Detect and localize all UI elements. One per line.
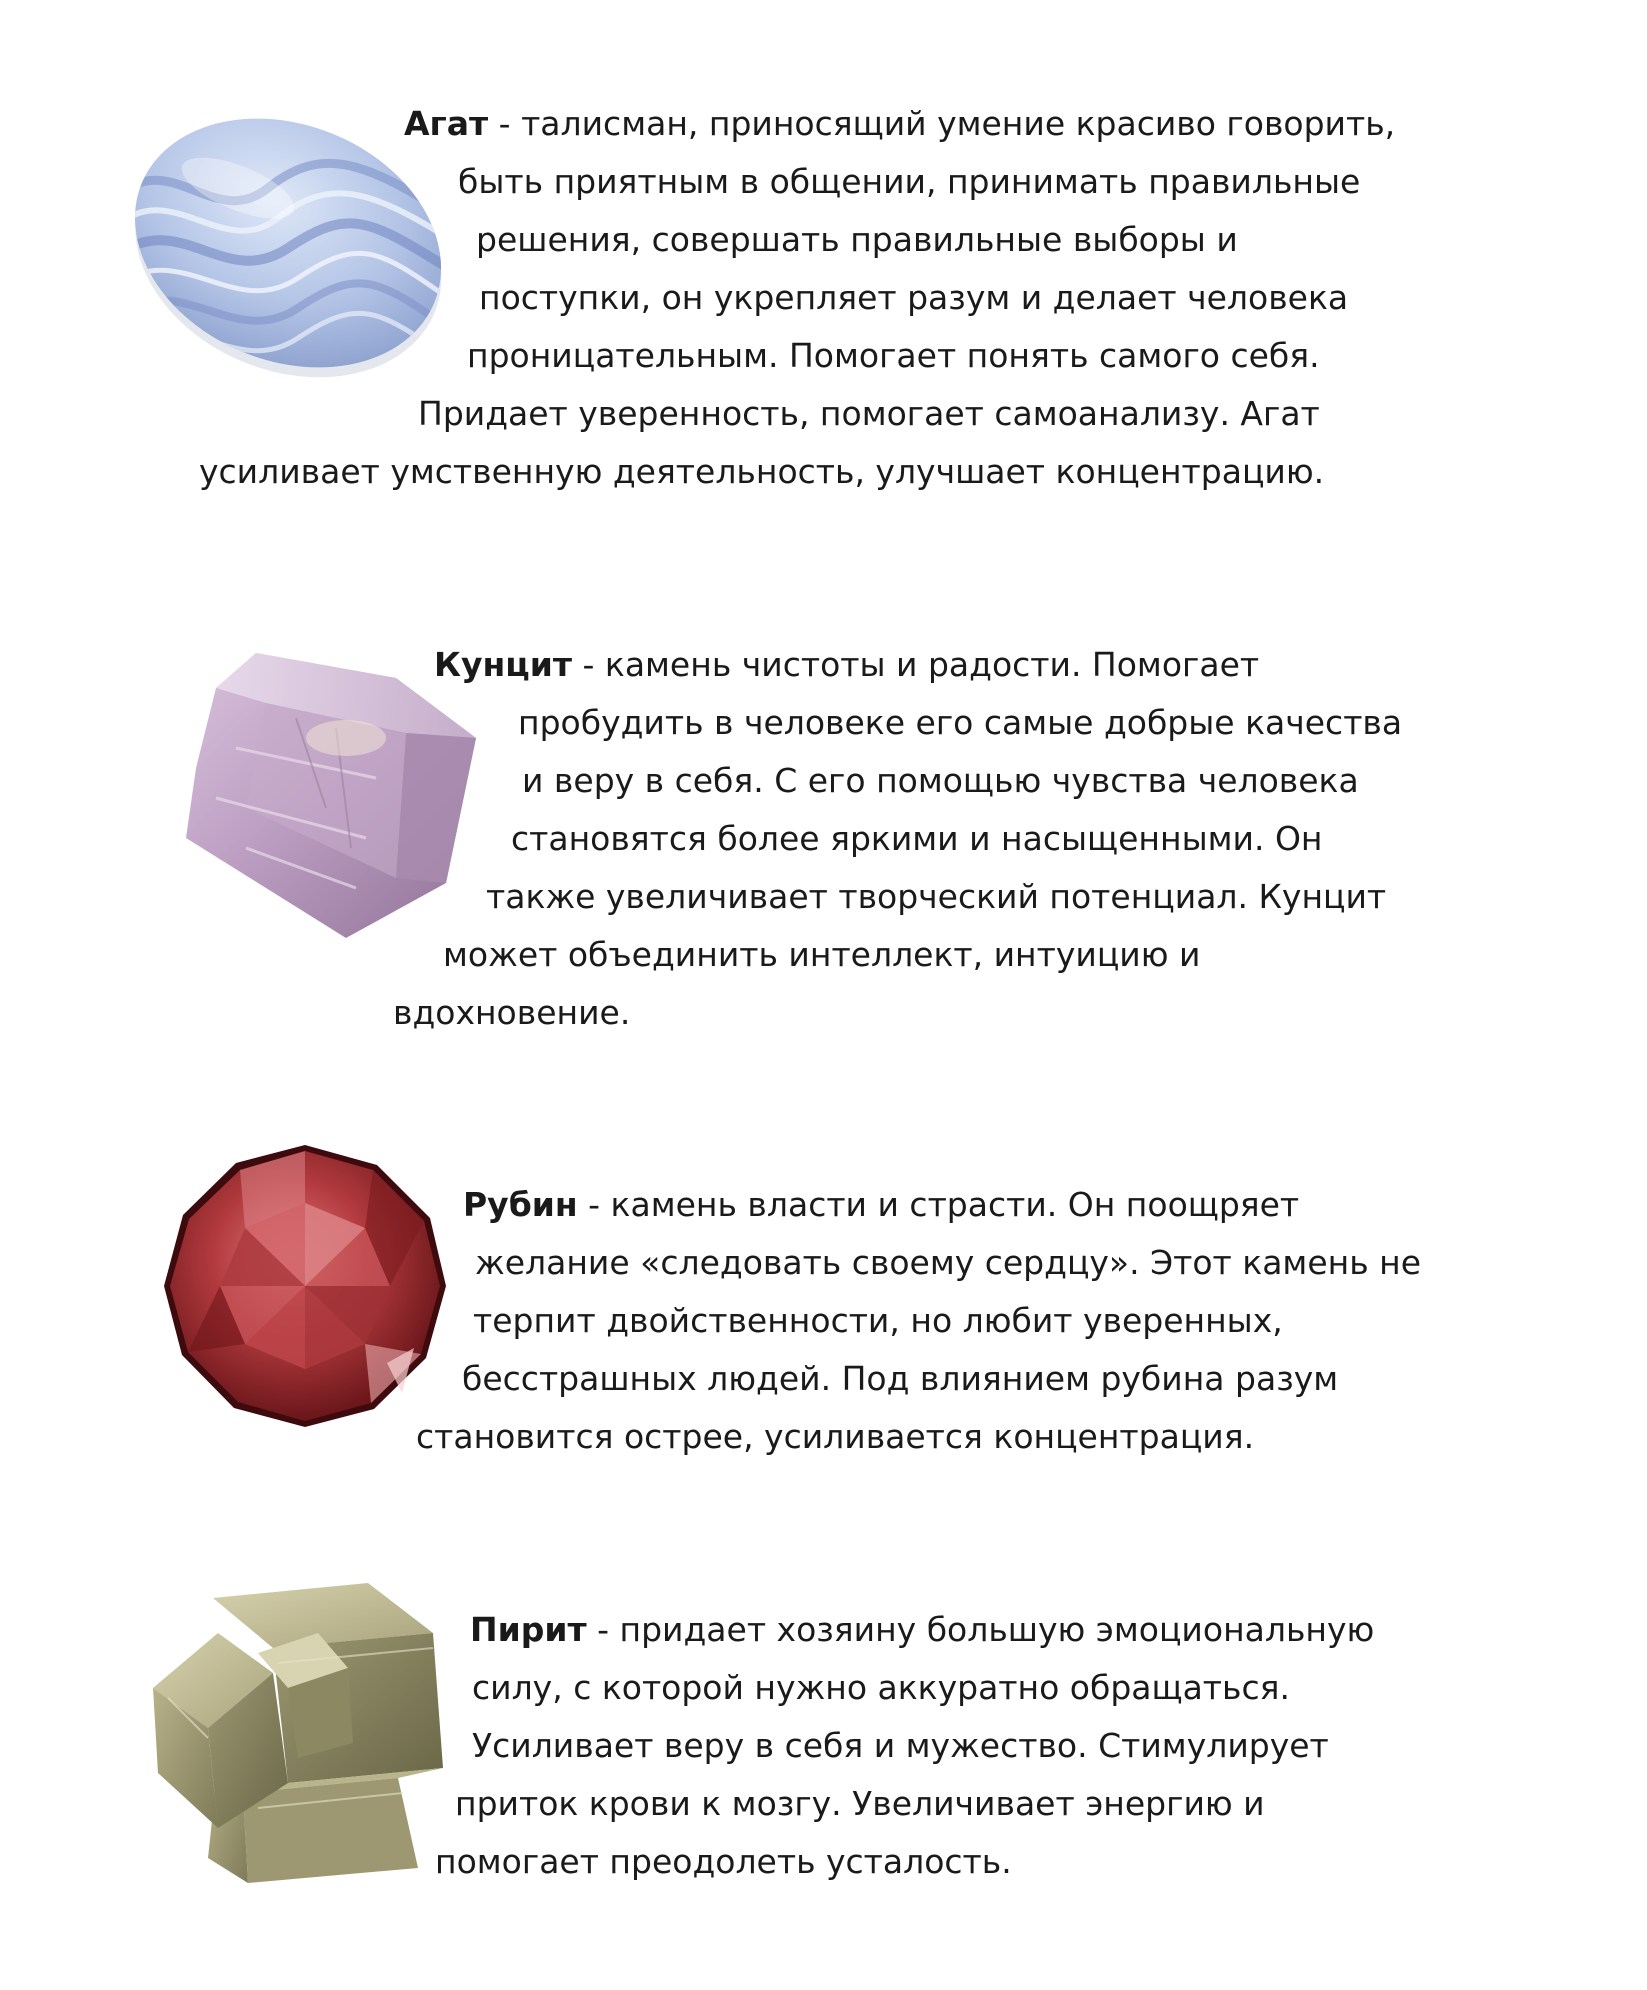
- text-line: терпит двойственности, но любит уверенных,: [473, 1301, 1283, 1340]
- ruby-description: Рубин - камень власти и страсти. Он поощряет желание «следовать своему сердцу». Этот камень не терпит двойственности, но любит уверенных, бесстрашных людей. Под влиянием рубина разум становится острее, усиливается концентрация.: [0, 1176, 1647, 1476]
- kunzite-description: Кунцит - камень чистоты и радости. Помогает пробудить в человеке его самые добрые качества и веру в себя. С его помощью чувства человека становятся более яркими и насыщенными. Он также увеличивает творческий потенциал. Кунцит может объединить интеллект, интуицию и вдохновение.: [0, 636, 1647, 1056]
- text-line: приток крови к мозгу. Увеличивает энергию и: [455, 1784, 1265, 1823]
- text-line: быть приятным в общении, принимать правильные: [458, 162, 1361, 201]
- text-line: и веру в себя. С его помощью чувства человека: [522, 761, 1359, 800]
- text-line: вдохновение.: [393, 993, 631, 1032]
- agate-description: Агат - талисман, приносящий умение красиво говорить, быть приятным в общении, принимать правильные решения, совершать правильные выборы и поступки, он укрепляет разум и делает человека проницательным. Помогает понять самого себя. Придает уверенность, помогает самоанализу. Агат усиливает умственную деятельность, улучшает концентрацию.: [0, 95, 1647, 515]
- text-line: проницательным. Помогает понять самого себя.: [467, 336, 1320, 375]
- stone-name: Агат: [404, 104, 489, 143]
- pyrite-description: Пирит - придает хозяину большую эмоциональную силу, с которой нужно аккуратно обращаться. Усиливает веру в себя и мужество. Стимулирует приток крови к мозгу. Увеличивает энергию и помогает преодолеть усталость.: [0, 1601, 1647, 1901]
- stone-name: Кунцит: [434, 645, 572, 684]
- text-line: усиливает умственную деятельность, улучшает концентрацию.: [199, 452, 1325, 491]
- stone-name: Пирит: [470, 1610, 587, 1649]
- text-line: силу, с которой нужно аккуратно обращаться.: [472, 1668, 1290, 1707]
- text-line: желание «следовать своему сердцу». Этот камень не: [475, 1243, 1422, 1282]
- text-line: может объединить интеллект, интуицию и: [443, 935, 1201, 974]
- text-line: бесстрашных людей. Под влиянием рубина разум: [462, 1359, 1339, 1398]
- text-line: решения, совершать правильные выборы и: [476, 220, 1238, 259]
- stone-name: Рубин: [463, 1185, 578, 1224]
- text-line: становятся более яркими и насыщенными. Он: [511, 819, 1323, 858]
- text-line: становится острее, усиливается концентрация.: [416, 1417, 1255, 1456]
- text-line: помогает преодолеть усталость.: [435, 1842, 1012, 1881]
- text-line: поступки, он укрепляет разум и делает человека: [479, 278, 1349, 317]
- text-line: пробудить в человеке его самые добрые качества: [518, 703, 1403, 742]
- text-line: Усиливает веру в себя и мужество. Стимулирует: [472, 1726, 1329, 1765]
- text-line: также увеличивает творческий потенциал. Кунцит: [486, 877, 1387, 916]
- text-line: Придает уверенность, помогает самоанализу. Агат: [418, 394, 1320, 433]
